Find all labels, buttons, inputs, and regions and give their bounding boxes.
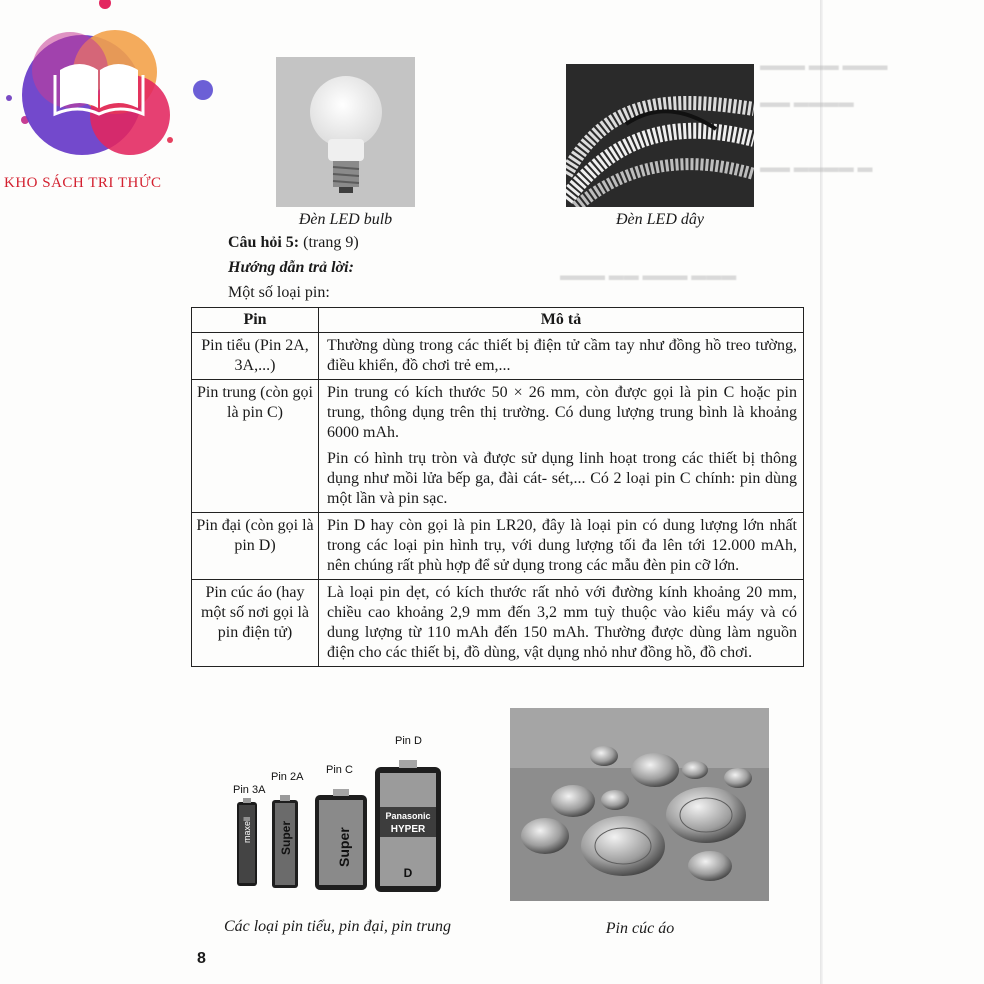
description-paragraph: Pin D hay còn gọi là pin LR20, đây là loại pin có dung lượng lớn nhất trong các loại pin hình trụ, với dung lượng tối đa lên tới 12.000 mAh, nên chúng rất phù hợp để sử dụng trong các mẫu đèn pin cỡ lớn. — [327, 517, 797, 574]
pin-name: Pin đại (còn gọi là pin D) — [192, 513, 319, 580]
led-bulb-caption: Đèn LED bulb — [298, 211, 393, 228]
battery-types-photo — [225, 755, 455, 900]
answer-guide-heading: Hướng dẫn trả lời: — [228, 259, 354, 276]
pin-description — [319, 513, 804, 580]
battery-types-caption: Các loại pin tiểu, pin đại, pin trung — [223, 918, 452, 935]
pin-name: Pin cúc áo (hay một số nơi gọi là pin điện tử) — [192, 580, 319, 667]
label-pin-3a: Pin 3A — [233, 784, 266, 796]
battery-d-size: D — [403, 866, 413, 880]
label-pin-2a: Pin 2A — [271, 771, 304, 783]
header-description: Mô tả — [319, 308, 804, 333]
table-row — [192, 580, 804, 667]
description-paragraph: Thường dùng trong các thiết bị điện tử cầm tay như đồng hồ treo tường, điều khiển, đồ chơi trẻ em,... — [327, 337, 797, 374]
battery-d-brand: Panasonic — [385, 811, 431, 821]
logo-text: KHO SÁCH TRI THỨC — [4, 175, 162, 191]
battery-c-brand: Super — [336, 827, 352, 867]
led-strip-photo — [566, 64, 754, 207]
battery-2a-icon — [272, 795, 298, 888]
coin-battery-caption: Pin cúc áo — [605, 920, 675, 937]
question-title — [228, 234, 359, 252]
description-paragraph: Pin có hình trụ tròn và được sử dụng linh hoạt trong các thiết bị thông dụng như mồi lửa bếp ga, đài cát- sét,... Có 2 loại pin C chính: pin dùng một lần và pin sạc. — [327, 450, 797, 507]
pin-name: Pin tiểu (Pin 2A, 3A,...) — [192, 333, 319, 380]
table-row — [192, 513, 804, 580]
header-pin: Pin — [192, 308, 319, 333]
table-header-row — [192, 308, 804, 333]
led-bulb-photo — [276, 57, 415, 207]
pin-description — [319, 580, 804, 667]
book-logo-icon — [0, 0, 230, 175]
led-strip-caption: Đèn LED dây — [616, 211, 704, 228]
book-page: ▬▬▬ ▬▬ ▬▬▬ ▬▬ ▬▬▬▬ ▬▬ ▬▬▬▬ ▬ ▬▬▬ ▬▬ ▬▬▬ ▬▬▬ KHO SÁCH TRI THỨC Đèn LED bulb Đèn LED dây Câu hỏi 5: (trang 9) Hướng dẫn trả lời: Một số loại pin: Pin Mô tả Pin tiểu (Pin 2A, 3A,...) Thường dùng trong các thiết bị điện tử cầm tay như đồng hồ treo tường, điều khiển, đồ chơi trẻ em,... Pin trung (còn gọi là pin C) Pin trung có kích thước 50 × 26 mm, còn được gọi là pin C hoặc pin trung, thông dụng trên thị trường. Có dung lượng trung bình là khoảng 6000 mAh. Pin có hình trụ tròn và được sử dụng linh hoạt trong các thiết bị thông dụng như mồi lửa bếp ga, đài cát- sét,... Có 2 loại pin C chính: pin dùng một lần và pin sạc. Pin đại (còn gọi là pin D) Pin D hay còn gọi là pin LR20, đây là loại pin có dung lượng lớn nhất trong các loại pin hình trụ, với dung lượng tối đa lên tới 12.000 mAh, nên chúng rất phù hợp để sử dụng trong các mẫu đèn pin cỡ lớn. Pin cúc áo (hay một số nơi gọi là pin điện tử) Là loại pin dẹt, có kích thước rất nhỏ với đường kính khoảng 20 mm, chiều cao khoảng 2,9 mm đến 3,2 mm tuỳ thuộc vào kiểu máy và có dung lượng từ 110 mAh đến 150 mAh. Thường được dùng làm nguồn điện cho các thiết bị, đồ dùng, vật dụng nhỏ như đồng hồ, đồ chơi. Pin 3A Pin 2A Pin C Pin D maxell Super Super Panasonic HYPER D Các loại pin tiểu, pin đại, pin trung Pin cúc áo 8 — [0, 0, 984, 984]
battery-2a-brand: Super — [279, 820, 293, 855]
description-paragraph: Pin trung có kích thước 50 × 26 mm, còn được gọi là pin C hoặc pin trung, thông dụng trên thị trường. Có dung lượng trung bình là khoảng 6000 mAh. — [327, 384, 797, 441]
publisher-logo — [0, 0, 230, 200]
label-pin-d: Pin D — [395, 735, 422, 747]
coin-battery-photo — [510, 708, 769, 901]
question-number: Câu hỏi 5: — [228, 234, 300, 251]
page-edge-shadow — [820, 0, 823, 984]
table-row — [192, 380, 804, 513]
battery-3a-icon — [237, 798, 257, 886]
answer-intro: Một số loại pin: — [228, 284, 330, 301]
pin-name: Pin trung (còn gọi là pin C) — [192, 380, 319, 513]
battery-table — [191, 307, 804, 667]
battery-d-model: HYPER — [390, 824, 426, 835]
battery-3a-brand: maxell — [242, 816, 252, 843]
page-number: 8 — [197, 950, 206, 967]
battery-d-icon — [375, 760, 441, 892]
table-row — [192, 333, 804, 380]
battery-c-icon — [315, 789, 367, 890]
description-paragraph: Là loại pin dẹt, có kích thước rất nhỏ với đường kính khoảng 20 mm, chiều cao khoảng 2,9 mm đến 3,2 mm tuỳ thuộc vào kiểu máy và có dung lượng từ 110 mAh đến 150 mAh. Thường được dùng làm nguồn điện cho các thiết bị, đồ dùng, vật dụng nhỏ như đồng hồ, đồ chơi. — [327, 584, 797, 661]
question-page: (trang 9) — [299, 234, 359, 251]
label-pin-c: Pin C — [326, 764, 353, 776]
pin-description — [319, 380, 804, 513]
pin-description — [319, 333, 804, 380]
